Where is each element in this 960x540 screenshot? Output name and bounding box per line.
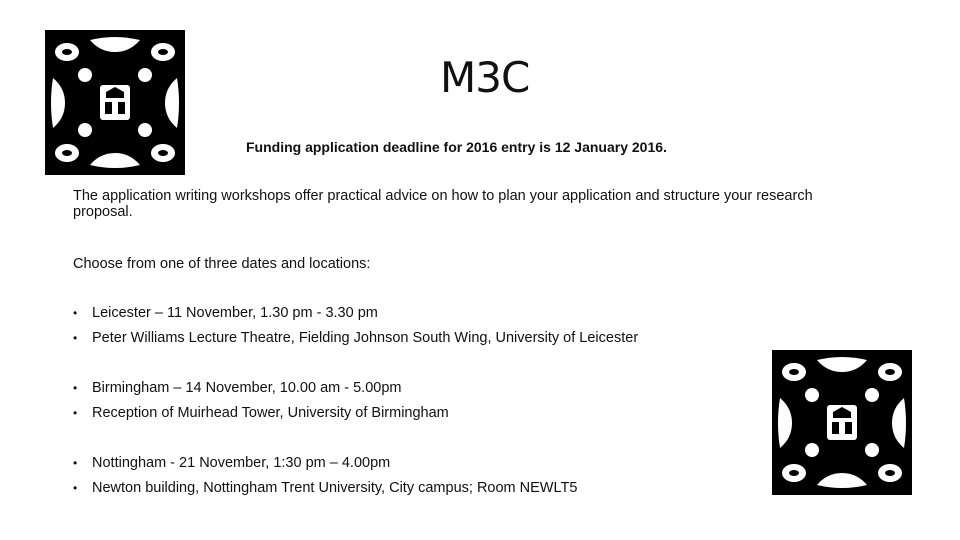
intro-paragraph: The application writing workshops offer practical advice on how to plan your application and structure your research proposal. xyxy=(73,188,813,220)
event-venue xyxy=(73,476,753,501)
event-list-nottingham xyxy=(73,451,753,501)
event-date-text: Nottingham - 21 November, 1:30 pm – 4.00pm xyxy=(92,455,391,471)
deadline-text: Funding application deadline for 2016 entry is 12 January 2016. xyxy=(246,139,667,155)
bullet-icon: • xyxy=(73,381,78,395)
m3c-logo-icon xyxy=(772,350,912,495)
event-venue xyxy=(73,326,753,351)
bullet-icon: • xyxy=(73,331,78,345)
slide-title: M3C xyxy=(440,53,530,102)
event-date xyxy=(73,301,753,326)
m3c-logo-icon xyxy=(45,30,185,175)
bullet-icon: • xyxy=(73,456,78,470)
event-date xyxy=(73,376,753,401)
event-date-text: Birmingham – 14 November, 10.00 am - 5.00pm xyxy=(92,380,402,396)
choose-text: Choose from one of three dates and locations: xyxy=(73,256,371,272)
event-date xyxy=(73,451,753,476)
event-venue-text: Newton building, Nottingham Trent University, City campus; Room NEWLT5 xyxy=(92,480,578,496)
bullet-icon: • xyxy=(73,481,78,495)
event-venue-text: Peter Williams Lecture Theatre, Fielding Johnson South Wing, University of Leicester xyxy=(92,330,639,346)
bullet-icon: • xyxy=(73,306,78,320)
event-venue xyxy=(73,401,753,426)
event-date-text: Leicester – 11 November, 1.30 pm - 3.30 pm xyxy=(92,305,378,321)
bullet-icon: • xyxy=(73,406,78,420)
event-list-birmingham xyxy=(73,376,753,426)
event-venue-text: Reception of Muirhead Tower, University of Birmingham xyxy=(92,405,449,421)
event-list-leicester xyxy=(73,301,753,351)
